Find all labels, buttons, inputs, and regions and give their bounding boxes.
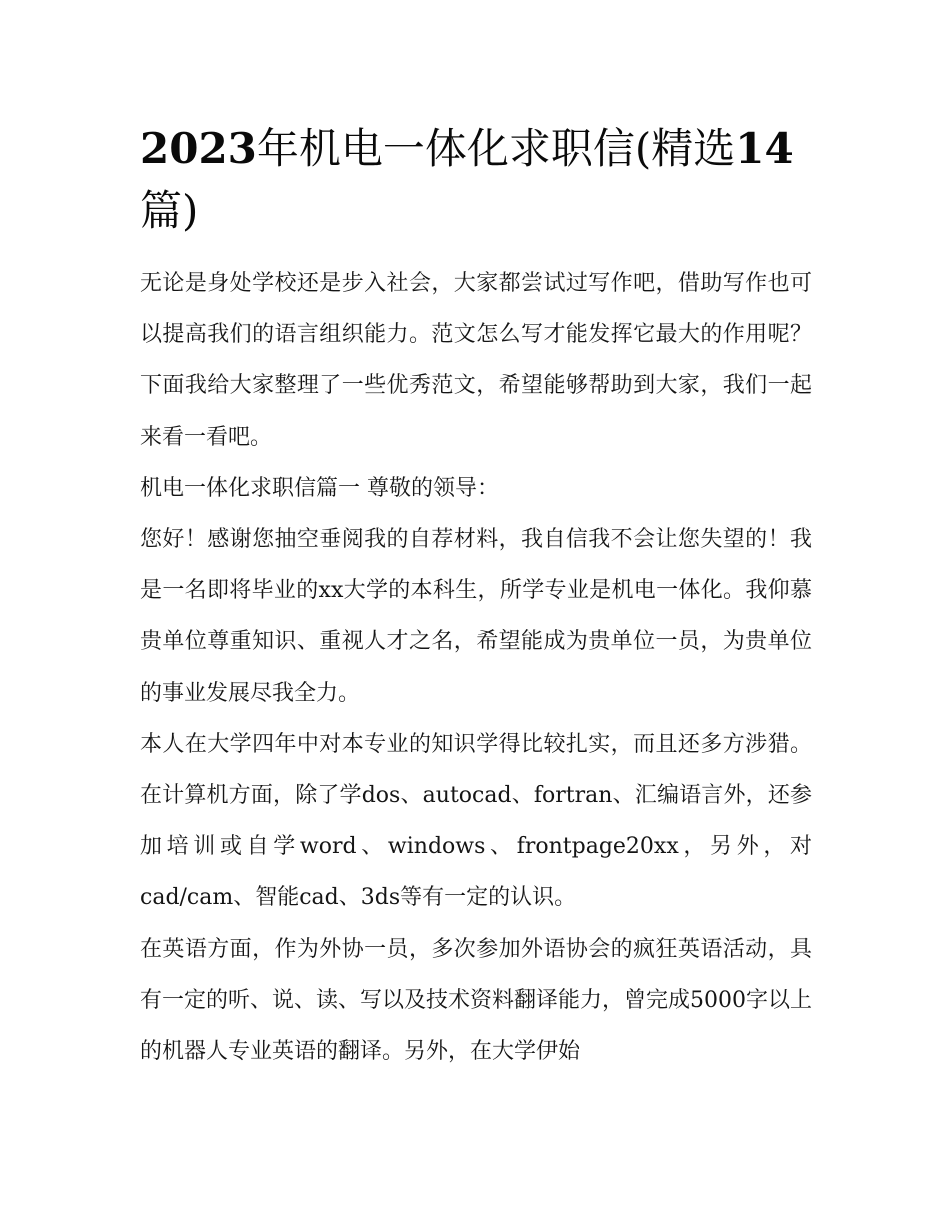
title-text: 年机电一体化求职信(精选 — [256, 124, 736, 173]
english-paragraph: 在英语方面，作为外协一员，多次参加外语协会的疯狂英语活动，具有一定的听、说、读、写以及技术资料翻译能力，曾完成5000字以上的机器人专业英语的翻译。另外，在大学伊始 — [140, 936, 812, 1065]
title-count: 14 — [735, 124, 794, 173]
intro-paragraph: 无论是身处学校还是步入社会，大家都尝试过写作吧，借助写作也可以提高我们的语言组织能力。范文怎么写才能发挥它最大的作用呢？下面我给大家整理了一些优秀范文，希望能够帮助到大家，我们一起来看一看吧。 — [140, 271, 812, 450]
document-body — [140, 118, 812, 1077]
skills-paragraph: 本人在大学四年中对本专业的知识学得比较扎实，而且还多方涉猎。在计算机方面，除了学dos、autocad、fortran、汇编语言外，还参加培训或自学word、windows、frontpage20xx，另外，对cad/cam、智能cad、3ds等有一定的认识。 — [140, 731, 812, 911]
greeting-paragraph: 您好！感谢您抽空垂阅我的自荐材料，我自信我不会让您失望的！我是一名即将毕业的xx大学的本科生，所学专业是机电一体化。我仰慕贵单位尊重知识、重视人才之名，希望能成为贵单位一员，为贵单位的事业发展尽我全力。 — [140, 527, 812, 706]
page-title — [140, 118, 812, 242]
title-year: 2023 — [140, 124, 257, 173]
title-suffix: 篇) — [140, 186, 199, 235]
letter-heading: 机电一体化求职信篇一 尊敬的领导： — [140, 475, 499, 501]
